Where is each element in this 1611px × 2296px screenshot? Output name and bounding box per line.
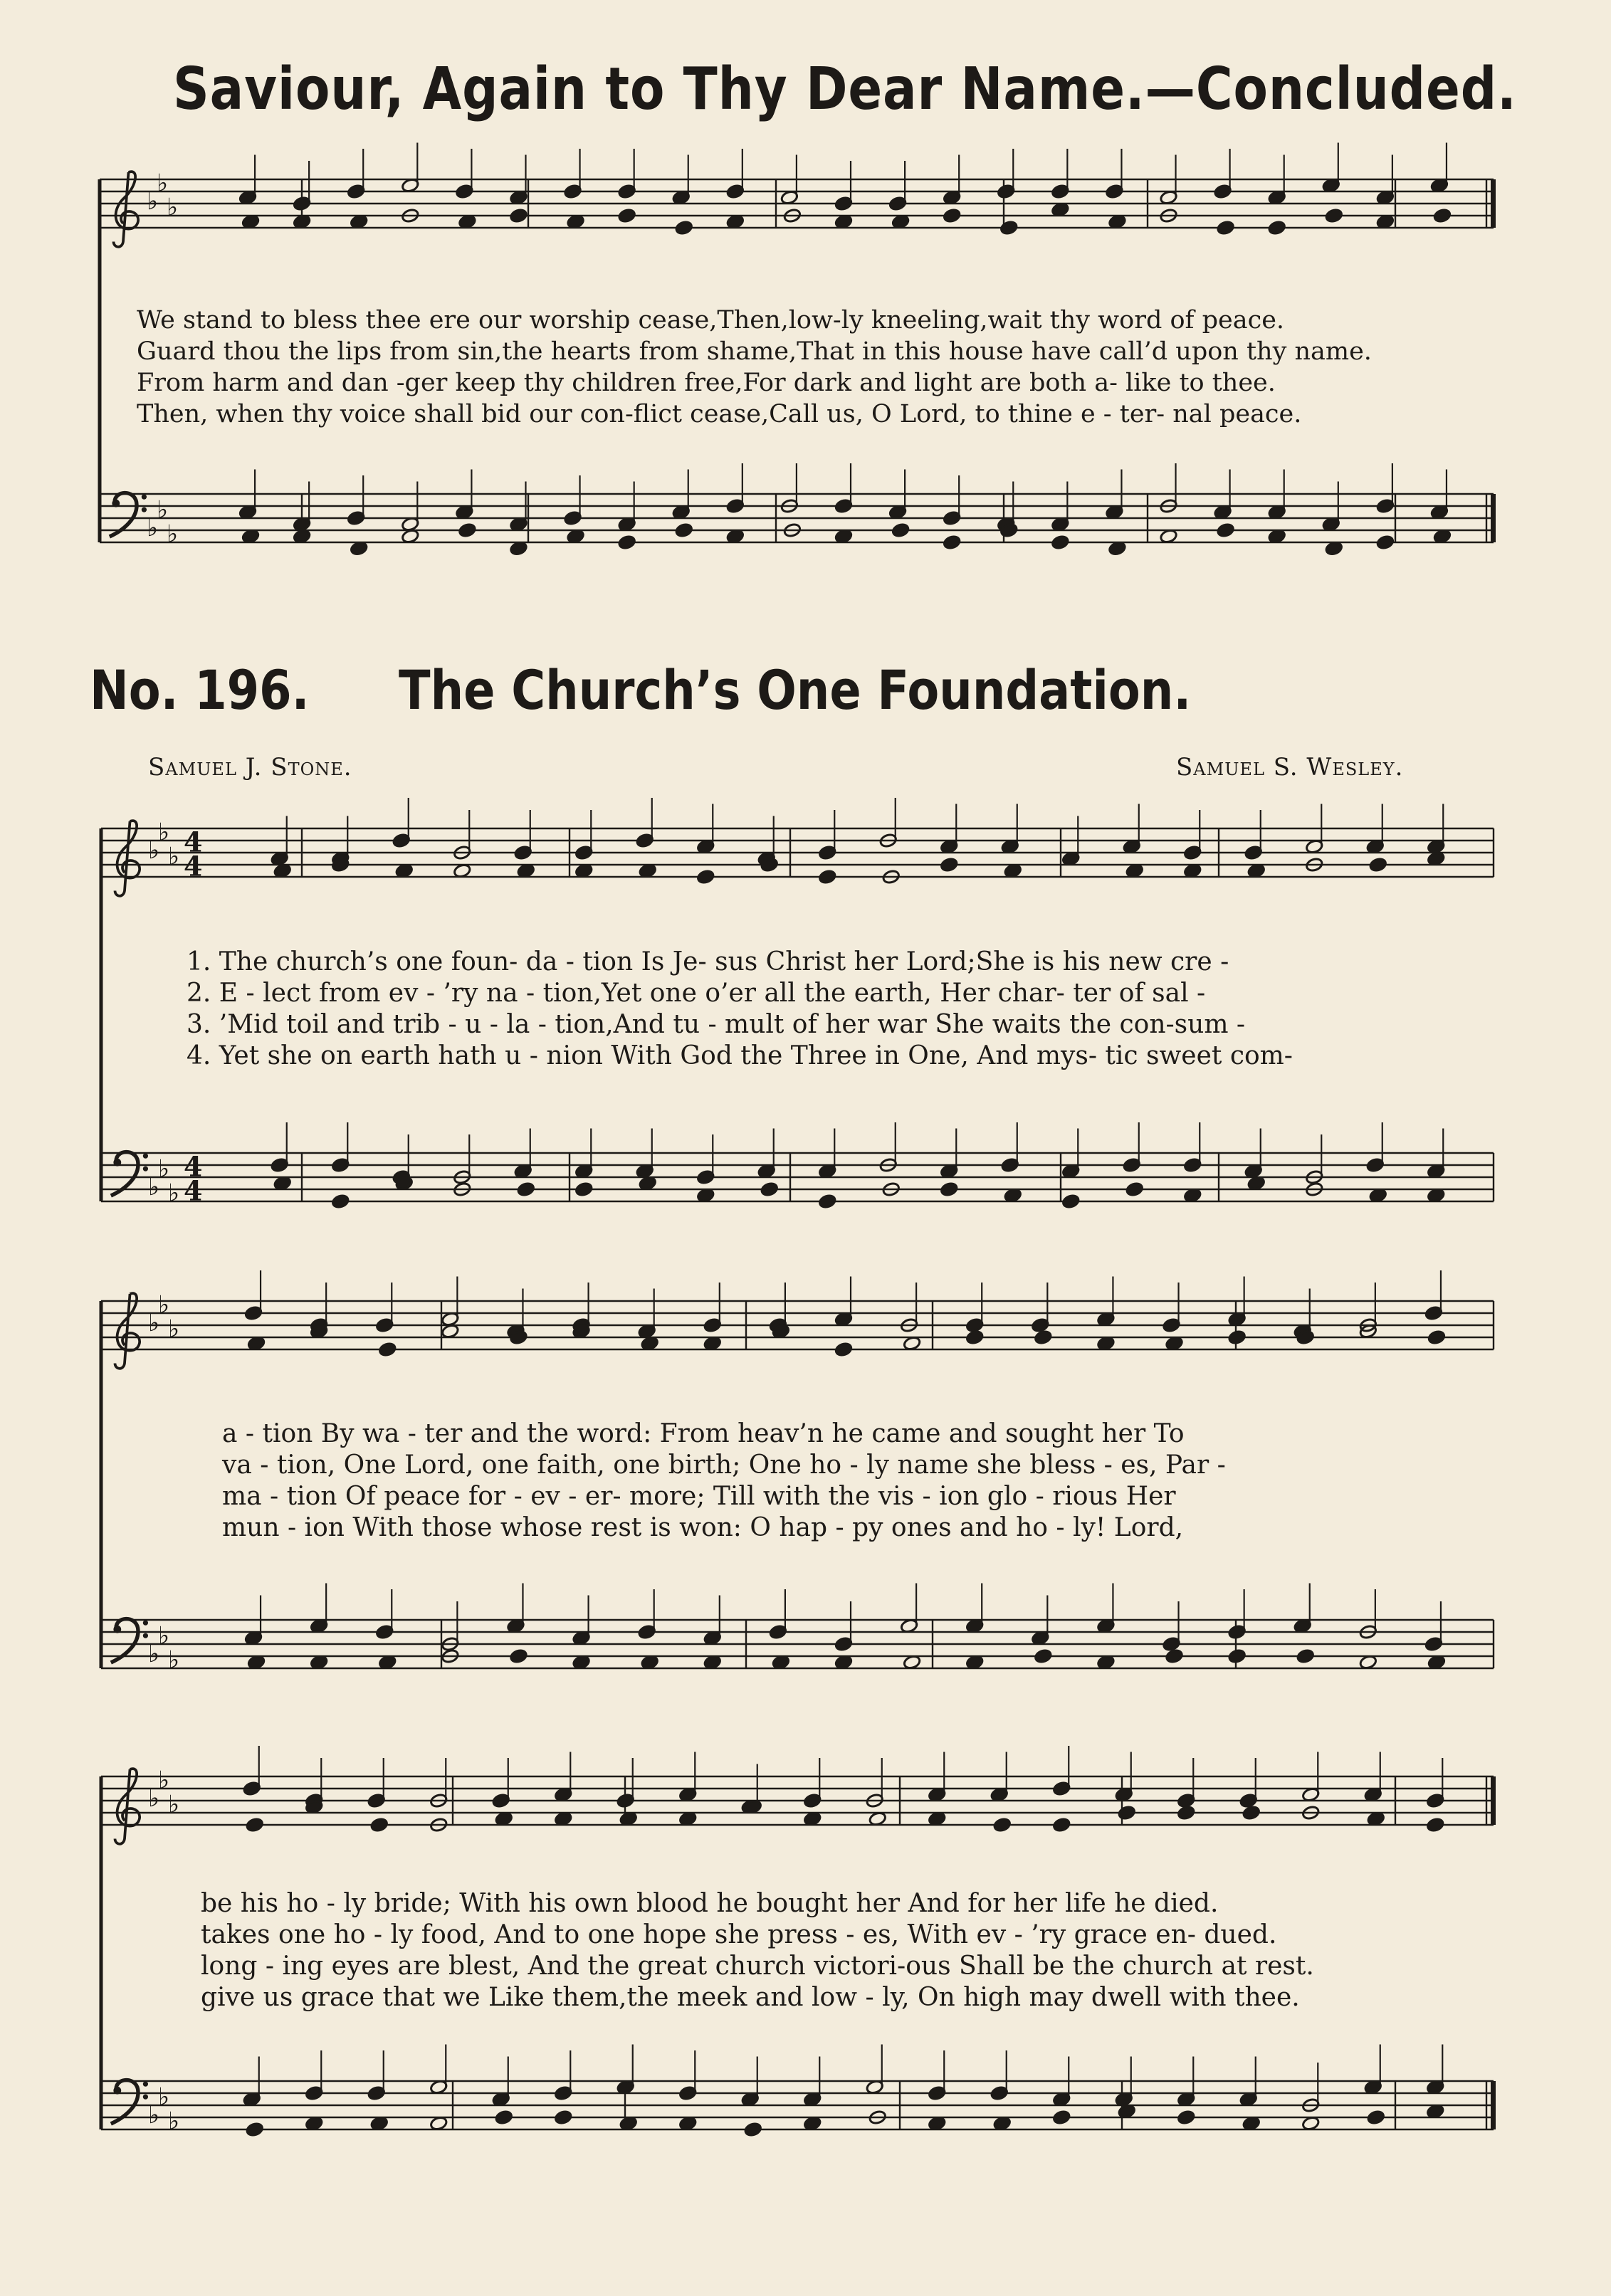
note-head <box>675 522 693 538</box>
note-head <box>1177 2110 1195 2125</box>
note-head <box>510 1648 528 1664</box>
note-head <box>1228 1648 1247 1664</box>
flat-sign: ♭ <box>167 193 179 222</box>
note-head <box>1367 2110 1385 2125</box>
note-head <box>495 2110 513 2125</box>
lyric-line: give us grace that we Like them,the meek and low - ly, On high may dwell with thee. <box>201 1983 1300 2012</box>
note-head <box>993 1817 1012 1833</box>
note-head <box>1118 1805 1136 1821</box>
treble-clef-icon <box>115 1769 140 1844</box>
flat-sign: ♭ <box>168 1790 180 1819</box>
note-head <box>554 2110 572 2125</box>
lyric-line: We stand to bless thee ere our worship cease,Then,low-ly kneeling,wait thy word of peace. <box>137 306 1285 335</box>
note-head <box>510 208 528 223</box>
lyric-line: a - tion By wa - ter and the word: From heav’n he came and sought her To <box>222 1419 1185 1448</box>
note-head <box>1052 2110 1071 2125</box>
note-head <box>965 1329 984 1345</box>
note-head <box>1369 857 1387 873</box>
note-head <box>1433 208 1452 223</box>
lyric-line: ma - tion Of peace for - ev - er- more; Till with the vis - ion glo - rious Her <box>222 1482 1176 1511</box>
flat-sign: ♭ <box>158 818 170 847</box>
lyric-line: mun - ion With those whose rest is won: O hap - py ones and ho - ly! Lord, <box>222 1513 1184 1542</box>
flat-sign: ♭ <box>158 1621 170 1650</box>
note-head <box>1296 1648 1315 1664</box>
lyric-line: Then, when thy voice shall bid our con-flict cease,Call us, O Lord, to thine e - ter- nal peace. <box>137 400 1302 428</box>
hymn-title: The Church’s One Foundation. <box>399 658 1192 722</box>
lyric-line: 2. E - lect from ev - ’ry na - tion,Yet one o’er all the earth, Her char- ter of sal - <box>187 979 1206 1008</box>
note-head <box>1325 208 1343 223</box>
note-head <box>331 1194 350 1209</box>
note-head <box>999 220 1018 236</box>
lyric-line: Guard thou the lips from sin,the hearts from shame,That in this house have call’d upon thy name. <box>137 337 1372 366</box>
author-credit: Samuel J. Stone. <box>148 753 352 781</box>
lyric-line: 3. ’Mid toil and trib - u - la - tion,And tu - mult of her war She waits the con-sum - <box>187 1010 1246 1039</box>
flat-sign: ♭ <box>148 2101 160 2129</box>
note-head <box>1125 1181 1144 1197</box>
flat-sign: ♭ <box>168 1179 180 1208</box>
note-head <box>378 1342 397 1357</box>
note-head <box>517 1181 535 1197</box>
final-barline <box>1491 494 1496 542</box>
lyric-line: va - tion, One Lord, one faith, one birth; One ho - ly name she bless - es, Par - <box>222 1450 1226 1480</box>
note-head <box>1061 1194 1080 1209</box>
flat-sign: ♭ <box>167 520 179 549</box>
flat-sign: ♭ <box>148 1784 160 1813</box>
note-head <box>1228 1329 1247 1345</box>
note-head <box>834 1342 853 1357</box>
flat-sign: ♭ <box>147 514 159 542</box>
final-barline <box>1491 2081 1496 2129</box>
note-head <box>1242 1805 1261 1821</box>
note-head <box>1177 1805 1195 1821</box>
time-signature: 4 <box>184 850 203 883</box>
note-head <box>1051 534 1069 550</box>
lyric-line: 1. The church’s one foun- da - tion Is Je- sus Christ her Lord;She is his new cre - <box>187 947 1229 976</box>
flat-sign: ♭ <box>148 836 160 865</box>
lyric-line: takes one ho - ly food, And to one hope she press - es, With ev - ’ry grace en- dued. <box>201 1920 1277 1949</box>
composer-credit: Samuel S. Wesley. <box>1176 753 1404 781</box>
lyric-line: From harm and dan -ger keep thy children free,For dark and light are both a- like to thee. <box>137 369 1276 397</box>
flat-sign: ♭ <box>158 1290 170 1320</box>
note-head <box>1217 522 1235 538</box>
note-head <box>818 1194 836 1209</box>
note-head <box>618 208 636 223</box>
note-head <box>940 857 958 873</box>
lyric-line: be his ho - ly bride; With his own blood he bought her And for her life he died. <box>201 1889 1219 1918</box>
note-head <box>1052 1817 1071 1833</box>
note-head <box>943 534 961 550</box>
note-head <box>818 869 836 885</box>
flat-sign: ♭ <box>157 169 169 198</box>
lyric-line: long - ing eyes are blest, And the great church victori-ous Shall be the church at rest. <box>201 1952 1314 1981</box>
note-head <box>760 1181 779 1197</box>
final-barline <box>1491 1776 1496 1825</box>
note-head <box>246 2122 264 2137</box>
treble-clef-icon <box>115 821 140 896</box>
note-head <box>1268 220 1286 236</box>
note-head <box>744 2122 762 2137</box>
note-head <box>1376 534 1395 550</box>
note-head <box>1217 220 1235 236</box>
flat-sign: ♭ <box>168 842 180 871</box>
note-head <box>940 1181 958 1197</box>
page-title: Saviour, Again to Thy Dear Name.—Concluded. <box>173 56 1517 123</box>
lyric-line: 4. Yet she on earth hath u - nion With God the Three in One, And mys- tic sweet com- <box>187 1041 1293 1070</box>
time-signature: 4 <box>184 826 203 858</box>
final-barline <box>1491 179 1496 228</box>
note-head <box>696 869 715 885</box>
note-head <box>370 1817 389 1833</box>
note-head <box>891 522 910 538</box>
flat-sign: ♭ <box>148 1173 160 1201</box>
flat-sign: ♭ <box>168 1645 180 1675</box>
note-head <box>458 522 476 538</box>
flat-sign: ♭ <box>168 2107 180 2136</box>
time-signature: 4 <box>184 1174 203 1207</box>
flat-sign: ♭ <box>147 187 159 216</box>
flat-sign: ♭ <box>158 1766 170 1795</box>
flat-sign: ♭ <box>148 1640 160 1668</box>
flat-sign: ♭ <box>157 495 169 525</box>
flat-sign: ♭ <box>168 1315 180 1344</box>
note-head <box>1034 1329 1052 1345</box>
note-head <box>1165 1648 1184 1664</box>
note-head <box>574 1181 593 1197</box>
time-signature: 4 <box>184 1150 203 1183</box>
flat-sign: ♭ <box>158 2082 170 2112</box>
flat-sign: ♭ <box>158 1154 170 1184</box>
note-head <box>618 534 636 550</box>
flat-sign: ♭ <box>148 1309 160 1337</box>
note-head <box>943 208 961 223</box>
note-head <box>675 220 693 236</box>
note-head <box>1034 1648 1052 1664</box>
note-head <box>1427 1329 1446 1345</box>
hymn-number: No. 196. <box>90 658 310 722</box>
note-head <box>246 1817 264 1833</box>
note-head <box>1426 1817 1444 1833</box>
treble-clef-icon <box>115 1293 140 1369</box>
treble-clef-icon <box>114 172 139 247</box>
